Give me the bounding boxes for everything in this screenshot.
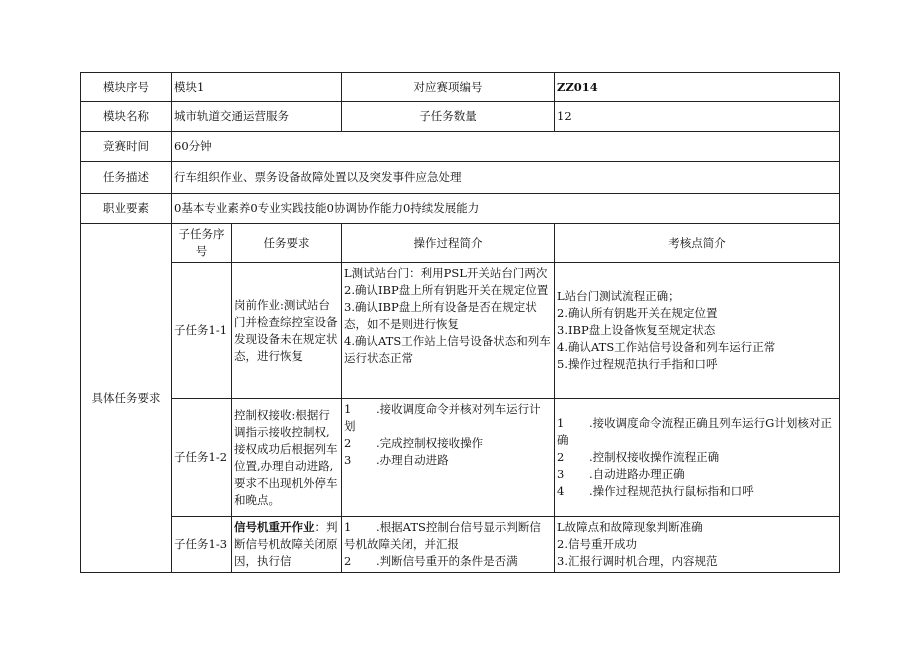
row-subtask-1-1 <box>81 263 840 399</box>
assess-text: .操作过程规范执行鼠标指和口呼 <box>589 484 754 498</box>
row-time <box>81 132 840 162</box>
row-module-no <box>81 73 840 102</box>
subtask-1-2-req: 控制权接收:根据行调指示接收控制权,接权成功后根据列车位置,办理自动进路,要求不出现机外停车和晚点。 <box>232 399 342 517</box>
assess-line: 3.IBP盘上设备恢复至规定状态 <box>557 323 716 337</box>
row-profession <box>81 194 840 224</box>
assess-line: L站台门测试流程正确； <box>557 289 680 303</box>
header-assess: 考核点简介 <box>555 224 840 263</box>
row-description <box>81 162 840 194</box>
process-line <box>344 553 552 570</box>
prof-value: 0基本专业素养0专业实践技能0协调协作能力0持续发展能力 <box>172 194 840 224</box>
assess-line <box>557 449 837 466</box>
subtask-1-1-id: 子任务1-1 <box>172 263 232 399</box>
process-num: 2 <box>344 554 352 568</box>
process-line: 3.确认IBP盘上所有设备是否在规定状态，如不是则进行恢复 <box>344 300 537 331</box>
process-text: .接收调度命令并核对列车运行计划 <box>344 402 541 433</box>
assess-text: .接收调度命令流程正确且列车运行G计划核对正确 <box>557 416 832 447</box>
assess-line: L故障点和故障现象判断准确 <box>557 520 703 534</box>
process-line <box>344 435 552 452</box>
process-text: .根据ATS控制台信号显示判断信号机故障关闭，并汇报 <box>344 520 541 551</box>
module-name-label: 模块名称 <box>81 102 172 132</box>
assess-line: 5.操作过程规范执行手指和口呼 <box>557 357 718 371</box>
subtask-1-3-req-title: 信号机重开作业 <box>234 520 315 534</box>
subtask-1-3-id: 子任务1-3 <box>172 517 232 573</box>
item-code-value: ZZ014 <box>555 73 840 102</box>
process-text: .完成控制权接收操作 <box>376 436 484 450</box>
desc-label: 任务描述 <box>81 162 172 194</box>
header-process: 操作过程简介 <box>342 224 555 263</box>
process-line <box>344 401 552 435</box>
assess-num: 2 <box>557 450 565 464</box>
process-line <box>344 519 552 553</box>
process-line: L测试站台门：利用PSL开关站台门两次 <box>344 266 548 280</box>
subtask-count-value: 12 <box>555 102 840 132</box>
assess-line: 2.信号重开成功 <box>557 537 637 551</box>
row-module-name <box>81 102 840 132</box>
process-line: 4.确认ATS工作站上信号设备状态和列车运行状态正常 <box>344 334 551 365</box>
prof-label: 职业要素 <box>81 194 172 224</box>
process-num: 1 <box>344 402 352 416</box>
process-line: 2.确认IBP盘上所有钥匙开关在规定位置 <box>344 283 549 297</box>
process-text: .办理自动进路 <box>376 453 449 467</box>
module-no-value: 模块1 <box>172 73 342 102</box>
assess-line: 2.确认所有钥匙开关在规定位置 <box>557 306 718 320</box>
header-task-req: 任务要求 <box>232 224 342 263</box>
process-num: 1 <box>344 520 352 534</box>
assess-num: 4 <box>557 484 565 498</box>
assess-num: 3 <box>557 467 565 481</box>
process-num: 3 <box>344 453 352 467</box>
assess-line: 3.汇报行调时机合理，内容规范 <box>557 554 718 568</box>
time-value: 60分钟 <box>172 132 840 162</box>
module-name-value: 城市轨道交通运营服务 <box>172 102 342 132</box>
assess-line: 4.确认ATS工作站信号设备和列车运行正常 <box>557 340 776 354</box>
subtask-1-3-process <box>342 517 555 573</box>
row-subtask-1-2 <box>81 399 840 517</box>
req-label: 具体任务要求 <box>81 224 172 573</box>
subtask-1-3-req <box>232 517 342 573</box>
module-no-label: 模块序号 <box>81 73 172 102</box>
desc-value: 行车组织作业、票务设备故障处置以及突发事件应急处理 <box>172 162 840 194</box>
subtask-1-1-process <box>342 263 555 399</box>
row-headers <box>81 224 840 263</box>
assess-line <box>557 483 837 500</box>
header-subtask-no: 子任务序号 <box>172 224 232 263</box>
assess-text: .自动进路办理正确 <box>589 467 685 481</box>
subtask-1-2-assess <box>555 399 840 517</box>
subtask-count-label: 子任务数量 <box>342 102 555 132</box>
assess-line <box>557 415 837 449</box>
process-line <box>344 452 552 469</box>
process-text: .判断信号重开的条件是否满 <box>376 554 518 568</box>
subtask-1-1-req: 岗前作业:测试站台门并检查综控室设备发现设备未在规定状态，进行恢复 <box>232 263 342 399</box>
subtask-1-2-process <box>342 399 555 517</box>
process-num: 2 <box>344 436 352 450</box>
subtask-1-2-id: 子任务1-2 <box>172 399 232 517</box>
assess-line <box>557 466 837 483</box>
assess-text: .控制权接收操作流程正确 <box>589 450 720 464</box>
time-label: 竞赛时间 <box>81 132 172 162</box>
assess-num: 1 <box>557 416 565 430</box>
task-table <box>80 72 840 573</box>
row-subtask-1-3 <box>81 517 840 573</box>
item-code-label: 对应赛项编号 <box>342 73 555 102</box>
subtask-1-3-req-text: ：判断信号机故障关闭原因，执行信 <box>234 520 338 568</box>
subtask-1-1-assess <box>555 263 840 399</box>
subtask-1-3-assess <box>555 517 840 573</box>
